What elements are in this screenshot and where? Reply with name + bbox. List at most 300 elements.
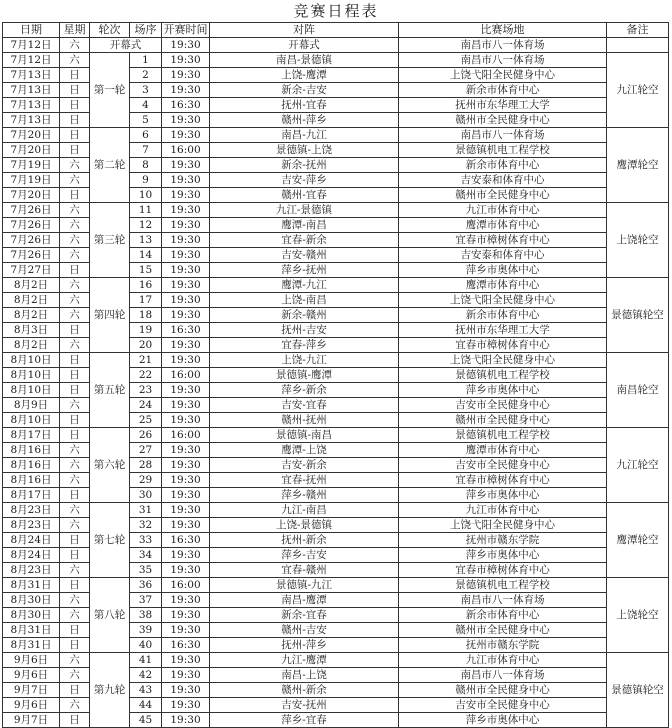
cell-venue: 上饶弋阳全民健身中心 <box>399 293 607 308</box>
cell-note: 九江轮空 <box>607 53 669 128</box>
cell-weekday: 六 <box>60 248 90 263</box>
cell-game-no: 22 <box>130 368 162 383</box>
cell-venue: 宜春市樟树体育中心 <box>399 473 607 488</box>
cell-match: 吉安-宜春 <box>210 398 399 413</box>
cell-time: 19:30 <box>162 548 210 563</box>
cell-game-no: 34 <box>130 548 162 563</box>
cell-time: 16:00 <box>162 428 210 443</box>
cell-game-no: 21 <box>130 353 162 368</box>
cell-time: 19:30 <box>162 683 210 698</box>
cell-match: 宜春-萍乡 <box>210 338 399 353</box>
cell-time: 19:30 <box>162 128 210 143</box>
opening-round: 开幕式 <box>90 38 162 53</box>
opening-venue: 南昌市八一体育场 <box>399 38 607 53</box>
header-note: 备注 <box>607 23 669 38</box>
cell-match: 鹰潭-南昌 <box>210 218 399 233</box>
cell-venue: 新余市体育中心 <box>399 83 607 98</box>
cell-venue: 抚州市赣东学院 <box>399 638 607 653</box>
cell-weekday: 六 <box>60 398 90 413</box>
cell-venue: 萍乡市奥体中心 <box>399 713 607 728</box>
cell-time: 19:30 <box>162 278 210 293</box>
cell-venue: 新余市体育中心 <box>399 158 607 173</box>
table-row <box>3 653 669 668</box>
cell-time: 19:30 <box>162 308 210 323</box>
cell-note: 景德镇轮空 <box>607 278 669 353</box>
cell-time: 19:30 <box>162 593 210 608</box>
cell-game-no: 39 <box>130 623 162 638</box>
cell-weekday: 六 <box>60 278 90 293</box>
cell-venue: 上饶弋阳全民健身中心 <box>399 68 607 83</box>
cell-weekday: 六 <box>60 218 90 233</box>
cell-date: 7月26日 <box>3 218 60 233</box>
cell-venue: 南昌市八一体育场 <box>399 128 607 143</box>
cell-time: 19:30 <box>162 443 210 458</box>
cell-weekday: 日 <box>60 488 90 503</box>
header-row <box>3 23 669 38</box>
cell-game-no: 45 <box>130 713 162 728</box>
cell-match: 景德镇-上饶 <box>210 143 399 158</box>
cell-time: 19:30 <box>162 68 210 83</box>
cell-game-no: 44 <box>130 698 162 713</box>
cell-note: 上饶轮空 <box>607 203 669 278</box>
cell-note: 上饶轮空 <box>607 578 669 653</box>
cell-match: 宜春-新余 <box>210 233 399 248</box>
cell-venue: 赣州市全民健身中心 <box>399 413 607 428</box>
cell-round: 第四轮 <box>90 278 130 353</box>
cell-weekday: 六 <box>60 608 90 623</box>
cell-venue: 赣州市全民健身中心 <box>399 113 607 128</box>
cell-match: 吉安-抚州 <box>210 698 399 713</box>
cell-venue: 萍乡市奥体中心 <box>399 263 607 278</box>
cell-date: 7月20日 <box>3 188 60 203</box>
cell-weekday: 日 <box>60 353 90 368</box>
cell-weekday: 日 <box>60 323 90 338</box>
cell-match: 新余-赣州 <box>210 308 399 323</box>
cell-venue: 景德镇机电工程学校 <box>399 578 607 593</box>
opening-match: 开幕式 <box>210 38 399 53</box>
cell-time: 19:30 <box>162 413 210 428</box>
cell-game-no: 43 <box>130 683 162 698</box>
cell-match: 赣州-吉安 <box>210 623 399 638</box>
opening-note <box>607 38 669 53</box>
cell-weekday: 日 <box>60 83 90 98</box>
table-row <box>3 353 669 368</box>
cell-match: 鹰潭-上饶 <box>210 443 399 458</box>
cell-time: 19:30 <box>162 668 210 683</box>
cell-date: 8月24日 <box>3 548 60 563</box>
cell-round: 第三轮 <box>90 203 130 278</box>
cell-match: 新余-吉安 <box>210 83 399 98</box>
cell-date: 8月3日 <box>3 323 60 338</box>
cell-note: 景德镇轮空 <box>607 653 669 728</box>
cell-game-no: 28 <box>130 458 162 473</box>
cell-match: 上饶-九江 <box>210 353 399 368</box>
schedule-title: 竞赛日程表 <box>293 2 379 20</box>
cell-date: 7月20日 <box>3 128 60 143</box>
cell-round: 第五轮 <box>90 353 130 428</box>
cell-weekday: 六 <box>60 473 90 488</box>
cell-game-no: 10 <box>130 188 162 203</box>
cell-weekday: 日 <box>60 68 90 83</box>
header-game-no: 场序 <box>130 23 162 38</box>
opening-weekday: 六 <box>60 38 90 53</box>
cell-date: 7月13日 <box>3 98 60 113</box>
cell-game-no: 30 <box>130 488 162 503</box>
cell-venue: 赣州市全民健身中心 <box>399 188 607 203</box>
cell-game-no: 23 <box>130 383 162 398</box>
cell-time: 19:30 <box>162 218 210 233</box>
cell-match: 景德镇-南昌 <box>210 428 399 443</box>
cell-time: 19:30 <box>162 698 210 713</box>
cell-match: 上饶-景德镇 <box>210 518 399 533</box>
cell-venue: 上饶弋阳全民健身中心 <box>399 353 607 368</box>
cell-time: 16:00 <box>162 143 210 158</box>
cell-time: 19:30 <box>162 623 210 638</box>
cell-venue: 南昌市八一体育场 <box>399 668 607 683</box>
cell-time: 19:30 <box>162 188 210 203</box>
cell-match: 赣州-抚州 <box>210 413 399 428</box>
cell-weekday: 六 <box>60 233 90 248</box>
cell-game-no: 4 <box>130 98 162 113</box>
cell-weekday: 六 <box>60 518 90 533</box>
cell-time: 19:30 <box>162 608 210 623</box>
table-row <box>3 203 669 218</box>
cell-match: 景德镇-鹰潭 <box>210 368 399 383</box>
opening-row <box>3 38 669 53</box>
cell-weekday: 六 <box>60 593 90 608</box>
cell-venue: 鹰潭市体育中心 <box>399 278 607 293</box>
cell-venue: 宜春市樟树体育中心 <box>399 563 607 578</box>
cell-venue: 景德镇机电工程学校 <box>399 368 607 383</box>
cell-game-no: 25 <box>130 413 162 428</box>
cell-game-no: 36 <box>130 578 162 593</box>
cell-venue: 抚州市东华理工大学 <box>399 98 607 113</box>
cell-round: 第九轮 <box>90 653 130 728</box>
header-time: 开赛时间 <box>163 23 208 36</box>
cell-date: 8月23日 <box>3 503 60 518</box>
cell-venue: 赣州市全民健身中心 <box>399 623 607 638</box>
cell-venue: 九江市体育中心 <box>399 203 607 218</box>
cell-round: 第二轮 <box>90 128 130 203</box>
cell-game-no: 15 <box>130 263 162 278</box>
cell-game-no: 8 <box>130 158 162 173</box>
cell-venue: 鹰潭市体育中心 <box>399 443 607 458</box>
cell-match: 萍乡-吉安 <box>210 548 399 563</box>
cell-date: 8月2日 <box>3 278 60 293</box>
cell-game-no: 12 <box>130 218 162 233</box>
cell-time: 19:30 <box>162 383 210 398</box>
cell-date: 8月16日 <box>3 458 60 473</box>
cell-date: 8月23日 <box>3 518 60 533</box>
cell-venue: 景德镇机电工程学校 <box>399 428 607 443</box>
cell-game-no: 5 <box>130 113 162 128</box>
cell-weekday: 六 <box>60 443 90 458</box>
cell-date: 7月12日 <box>3 53 60 68</box>
cell-date: 7月27日 <box>3 263 60 278</box>
cell-game-no: 35 <box>130 563 162 578</box>
cell-date: 8月30日 <box>3 593 60 608</box>
cell-date: 8月2日 <box>3 308 60 323</box>
cell-time: 19:30 <box>162 83 210 98</box>
cell-match: 萍乡-宜春 <box>210 713 399 728</box>
cell-date: 7月19日 <box>3 158 60 173</box>
cell-time: 19:30 <box>162 338 210 353</box>
cell-venue: 宜春市樟树体育中心 <box>399 233 607 248</box>
cell-game-no: 1 <box>130 53 162 68</box>
cell-match: 抚州-新余 <box>210 533 399 548</box>
cell-venue: 南昌市八一体育场 <box>399 53 607 68</box>
cell-match: 上饶-鹰潭 <box>210 68 399 83</box>
cell-note: 鹰潭轮空 <box>607 503 669 578</box>
cell-time: 19:30 <box>162 398 210 413</box>
cell-game-no: 9 <box>130 173 162 188</box>
cell-date: 7月13日 <box>3 68 60 83</box>
cell-match: 吉安-赣州 <box>210 248 399 263</box>
cell-venue: 吉安市全民健身中心 <box>399 458 607 473</box>
cell-date: 8月24日 <box>3 533 60 548</box>
cell-date: 7月13日 <box>3 83 60 98</box>
cell-game-no: 11 <box>130 203 162 218</box>
cell-weekday: 日 <box>60 188 90 203</box>
opening-time: 19:30 <box>162 38 210 53</box>
cell-date: 8月2日 <box>3 293 60 308</box>
cell-weekday: 六 <box>60 668 90 683</box>
cell-venue: 南昌市八一体育场 <box>399 593 607 608</box>
cell-time: 19:30 <box>162 713 210 728</box>
cell-weekday: 六 <box>60 173 90 188</box>
cell-time: 19:30 <box>162 653 210 668</box>
cell-date: 7月19日 <box>3 173 60 188</box>
cell-weekday: 六 <box>60 458 90 473</box>
cell-venue: 新余市体育中心 <box>399 608 607 623</box>
header-round: 轮次 <box>90 23 130 38</box>
cell-time: 16:00 <box>162 578 210 593</box>
cell-weekday: 六 <box>60 158 90 173</box>
cell-date: 9月7日 <box>3 713 60 728</box>
cell-game-no: 41 <box>130 653 162 668</box>
cell-match: 南昌-九江 <box>210 128 399 143</box>
cell-date: 8月10日 <box>3 383 60 398</box>
cell-date: 8月10日 <box>3 353 60 368</box>
cell-venue: 赣州市全民健身中心 <box>399 683 607 698</box>
cell-date: 8月17日 <box>3 488 60 503</box>
cell-weekday: 日 <box>60 368 90 383</box>
cell-venue: 抚州市赣东学院 <box>399 533 607 548</box>
cell-game-no: 2 <box>130 68 162 83</box>
cell-match: 萍乡-赣州 <box>210 488 399 503</box>
cell-round: 第八轮 <box>90 578 130 653</box>
cell-date: 7月13日 <box>3 113 60 128</box>
cell-time: 16:00 <box>162 368 210 383</box>
cell-date: 8月10日 <box>3 368 60 383</box>
cell-date: 9月6日 <box>3 653 60 668</box>
cell-date: 8月31日 <box>3 578 60 593</box>
cell-game-no: 24 <box>130 398 162 413</box>
cell-time: 19:30 <box>162 503 210 518</box>
cell-weekday: 六 <box>60 293 90 308</box>
cell-match: 南昌-上饶 <box>210 668 399 683</box>
cell-weekday: 日 <box>60 578 90 593</box>
cell-match: 抚州-宜春 <box>210 98 399 113</box>
cell-game-no: 6 <box>130 128 162 143</box>
cell-weekday: 六 <box>60 698 90 713</box>
cell-match: 赣州-宜春 <box>210 188 399 203</box>
cell-time: 19:30 <box>162 113 210 128</box>
cell-date: 7月26日 <box>3 203 60 218</box>
cell-match: 景德镇-九江 <box>210 578 399 593</box>
cell-venue: 吉安市全民健身中心 <box>399 698 607 713</box>
cell-game-no: 16 <box>130 278 162 293</box>
cell-match: 宜春-抚州 <box>210 473 399 488</box>
cell-weekday: 日 <box>60 383 90 398</box>
cell-date: 8月16日 <box>3 473 60 488</box>
cell-time: 19:30 <box>162 293 210 308</box>
cell-time: 16:30 <box>162 638 210 653</box>
cell-match: 宜春-赣州 <box>210 563 399 578</box>
cell-weekday: 日 <box>60 428 90 443</box>
cell-date: 9月6日 <box>3 668 60 683</box>
header-date: 日期 <box>3 23 60 38</box>
cell-date: 8月30日 <box>3 608 60 623</box>
cell-time: 16:30 <box>162 533 210 548</box>
cell-weekday: 日 <box>60 683 90 698</box>
cell-weekday: 日 <box>60 98 90 113</box>
cell-date: 8月23日 <box>3 563 60 578</box>
cell-time: 19:30 <box>162 248 210 263</box>
cell-time: 19:30 <box>162 563 210 578</box>
cell-match: 抚州-吉安 <box>210 323 399 338</box>
cell-game-no: 14 <box>130 248 162 263</box>
schedule-body <box>3 38 669 728</box>
cell-match: 抚州-萍乡 <box>210 638 399 653</box>
cell-venue: 萍乡市奥体中心 <box>399 548 607 563</box>
header-venue: 比赛场地 <box>399 23 607 38</box>
cell-time: 19:30 <box>162 158 210 173</box>
cell-game-no: 3 <box>130 83 162 98</box>
cell-game-no: 26 <box>130 428 162 443</box>
cell-weekday: 日 <box>60 263 90 278</box>
cell-game-no: 27 <box>130 443 162 458</box>
cell-time: 19:30 <box>162 518 210 533</box>
cell-venue: 九江市体育中心 <box>399 653 607 668</box>
cell-venue: 萍乡市奥体中心 <box>399 488 607 503</box>
cell-match: 上饶-南昌 <box>210 293 399 308</box>
cell-venue: 吉安市全民健身中心 <box>399 398 607 413</box>
cell-weekday: 日 <box>60 638 90 653</box>
cell-weekday: 六 <box>60 653 90 668</box>
cell-date: 9月7日 <box>3 683 60 698</box>
cell-game-no: 19 <box>130 323 162 338</box>
cell-date: 7月20日 <box>3 143 60 158</box>
cell-round: 第一轮 <box>90 53 130 128</box>
cell-game-no: 38 <box>130 608 162 623</box>
cell-date: 8月17日 <box>3 428 60 443</box>
cell-weekday: 日 <box>60 143 90 158</box>
cell-weekday: 六 <box>60 503 90 518</box>
cell-weekday: 六 <box>60 308 90 323</box>
header-match: 对阵 <box>210 23 399 38</box>
cell-venue: 上饶弋阳全民健身中心 <box>399 518 607 533</box>
cell-weekday: 日 <box>60 713 90 728</box>
cell-time: 19:30 <box>162 173 210 188</box>
cell-match: 赣州-萍乡 <box>210 113 399 128</box>
cell-venue: 九江市体育中心 <box>399 503 607 518</box>
cell-date: 9月6日 <box>3 698 60 713</box>
cell-match: 九江-景德镇 <box>210 203 399 218</box>
cell-match: 吉安-萍乡 <box>210 173 399 188</box>
cell-date: 8月31日 <box>3 638 60 653</box>
cell-match: 九江-鹰潭 <box>210 653 399 668</box>
cell-game-no: 20 <box>130 338 162 353</box>
cell-weekday: 六 <box>60 338 90 353</box>
cell-weekday: 日 <box>60 113 90 128</box>
cell-time: 19:30 <box>162 488 210 503</box>
cell-match: 新余-宜春 <box>210 608 399 623</box>
cell-time: 19:30 <box>162 353 210 368</box>
cell-match: 鹰潭-九江 <box>210 278 399 293</box>
cell-venue: 景德镇机电工程学校 <box>399 143 607 158</box>
cell-game-no: 42 <box>130 668 162 683</box>
cell-weekday: 日 <box>60 623 90 638</box>
cell-match: 新余-抚州 <box>210 158 399 173</box>
cell-date: 8月9日 <box>3 398 60 413</box>
table-row <box>3 278 669 293</box>
cell-match: 赣州-新余 <box>210 683 399 698</box>
cell-date: 8月2日 <box>3 338 60 353</box>
cell-weekday: 日 <box>60 533 90 548</box>
table-row <box>3 428 669 443</box>
cell-weekday: 六 <box>60 563 90 578</box>
cell-game-no: 37 <box>130 593 162 608</box>
cell-game-no: 17 <box>130 293 162 308</box>
cell-venue: 宜春市樟树体育中心 <box>399 338 607 353</box>
cell-date: 8月16日 <box>3 443 60 458</box>
cell-venue: 吉安泰和体育中心 <box>399 173 607 188</box>
cell-venue: 新余市体育中心 <box>399 308 607 323</box>
cell-game-no: 29 <box>130 473 162 488</box>
cell-match: 萍乡-新余 <box>210 383 399 398</box>
cell-match: 南昌-鹰潭 <box>210 593 399 608</box>
cell-date: 8月31日 <box>3 623 60 638</box>
cell-venue: 萍乡市奥体中心 <box>399 383 607 398</box>
cell-game-no: 18 <box>130 308 162 323</box>
cell-time: 19:30 <box>162 263 210 278</box>
cell-note: 鹰潭轮空 <box>607 128 669 203</box>
cell-game-no: 33 <box>130 533 162 548</box>
cell-game-no: 31 <box>130 503 162 518</box>
cell-weekday: 日 <box>60 548 90 563</box>
cell-time: 19:30 <box>162 53 210 68</box>
cell-time: 19:30 <box>162 458 210 473</box>
header-weekday: 星期 <box>60 23 90 38</box>
cell-time: 19:30 <box>162 203 210 218</box>
cell-match: 吉安-新余 <box>210 458 399 473</box>
cell-note: 九江轮空 <box>607 428 669 503</box>
cell-time: 19:30 <box>162 233 210 248</box>
cell-match: 南昌-景德镇 <box>210 53 399 68</box>
cell-weekday: 日 <box>60 128 90 143</box>
schedule-table <box>2 22 669 728</box>
cell-venue: 抚州市东华理工大学 <box>399 323 607 338</box>
table-row <box>3 128 669 143</box>
cell-weekday: 日 <box>60 413 90 428</box>
cell-venue: 吉安泰和体育中心 <box>399 248 607 263</box>
cell-time: 19:30 <box>162 473 210 488</box>
cell-round: 第六轮 <box>90 428 130 503</box>
cell-date: 8月10日 <box>3 413 60 428</box>
cell-game-no: 32 <box>130 518 162 533</box>
opening-date: 7月12日 <box>3 38 60 53</box>
